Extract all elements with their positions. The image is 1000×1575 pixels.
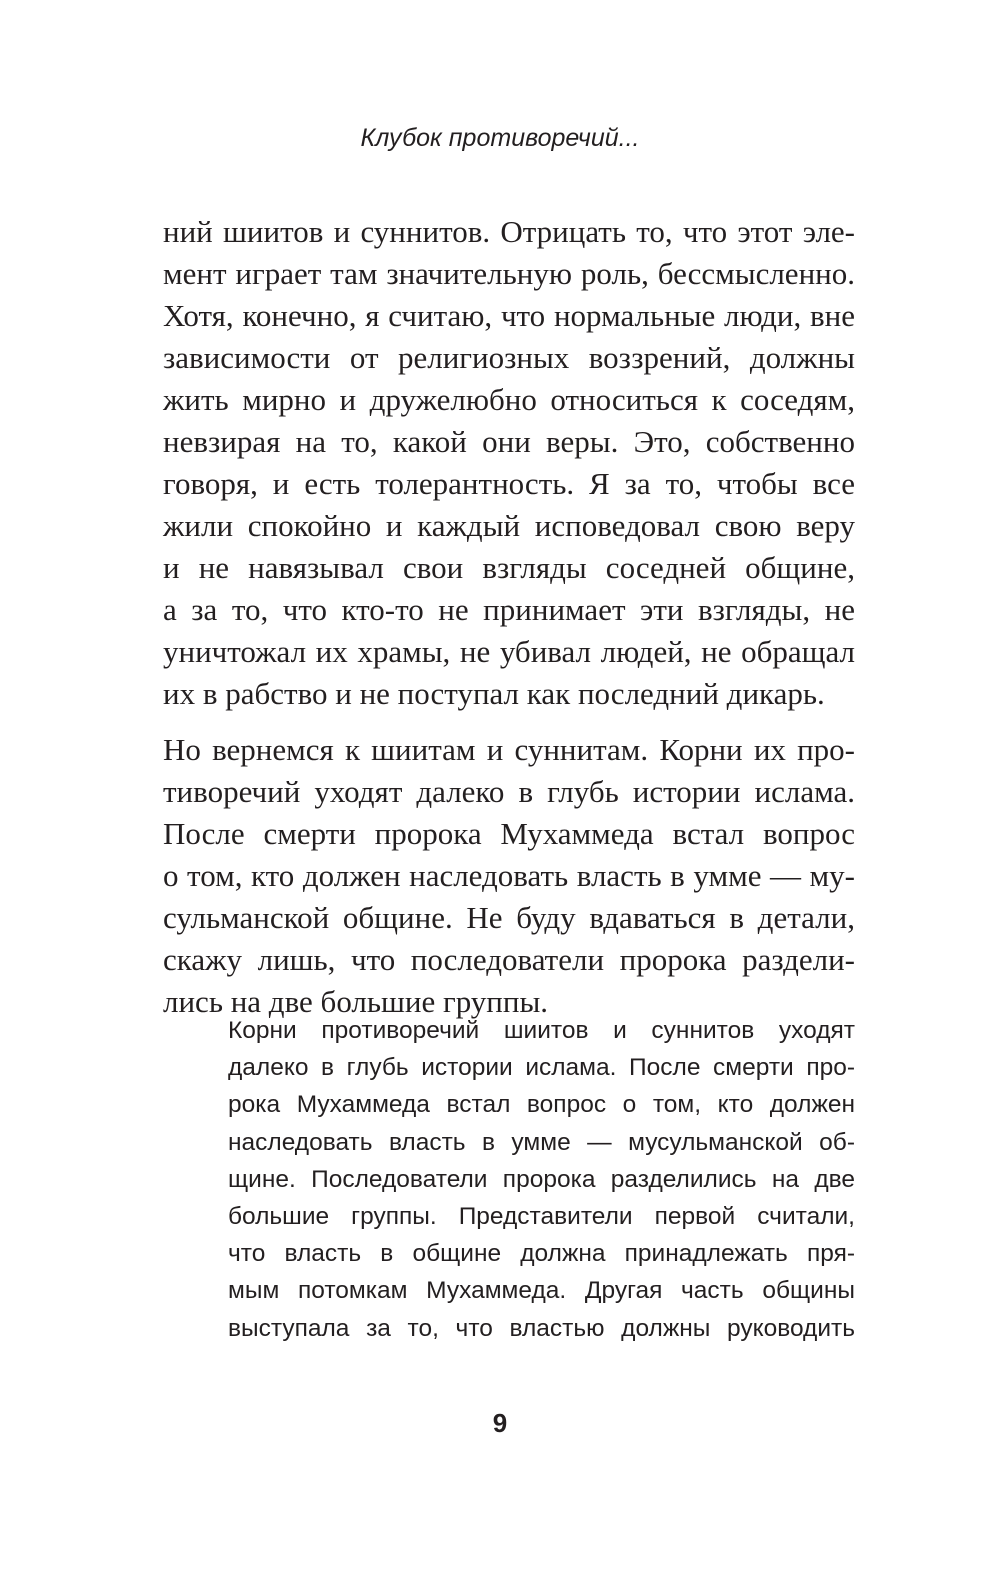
pull-quote-line: выступала за то, что властью должны руководить <box>228 1314 855 1342</box>
text-line: невзирая на то, какой они веры. Это, собственно <box>163 424 855 459</box>
pull-quote-line: наследовать власть в умме — мусульманской об- <box>228 1128 855 1156</box>
text-line: жили спокойно и каждый исповедовал свою веру <box>163 508 855 543</box>
text-line: а за то, что кто-то не принимает эти взгляды, не <box>163 592 855 627</box>
text-line: скажу лишь, что последователи пророка раздели- <box>163 942 855 977</box>
text-line: ний шиитов и суннитов. Отрицать то, что этот эле- <box>163 214 855 249</box>
pull-quote-line: большие группы. Представители первой считали, <box>228 1202 855 1230</box>
running-head: Клубок противоречий... <box>360 124 640 152</box>
pull-quote-line: что власть в общине должна принадлежать пря- <box>228 1240 855 1268</box>
text-line: их в рабство и не поступал как последний дикарь. <box>163 676 825 711</box>
text-line: лись на две большие группы. <box>163 984 549 1019</box>
text-line: После смерти пророка Мухаммеда встал вопрос <box>163 816 855 851</box>
pull-quote-line: щине. Последователи пророка разделились на две <box>228 1165 855 1193</box>
text-line: тиворечий уходят далеко в глубь истории ислама. <box>163 774 855 809</box>
page-number: 9 <box>492 1408 508 1438</box>
pull-quote <box>228 1012 855 1347</box>
pull-quote-line: мым потомкам Мухаммеда. Другая часть общины <box>228 1277 855 1305</box>
text-line: уничтожал их храмы, не убивал людей, не обращал <box>163 634 855 669</box>
text-line: зависимости от религиозных воззрений, должны <box>163 340 855 375</box>
text-line: Но вернемся к шиитам и суннитам. Корни их про- <box>163 732 855 767</box>
text-line: жить мирно и дружелюбно относиться к соседям, <box>163 382 855 417</box>
paragraph <box>163 211 855 715</box>
text-line: говоря, и есть толерантность. Я за то, чтобы все <box>163 466 855 501</box>
text-line: мент играет там значительную роль, бессмысленно. <box>163 256 855 291</box>
paragraph <box>163 729 855 1023</box>
text-line: сульманской общине. Не буду вдаваться в детали, <box>163 900 855 935</box>
pull-quote-line: далеко в глубь истории ислама. После смерти про- <box>228 1054 855 1082</box>
text-line: Хотя, конечно, я считаю, что нормальные люди, вне <box>163 298 855 333</box>
body-text <box>163 211 855 1023</box>
text-line: и не навязывал свои взгляды соседней общине, <box>163 550 855 585</box>
pull-quote-line: Корни противоречий шиитов и суннитов уходят <box>228 1017 855 1044</box>
pull-quote-line: рока Мухаммеда встал вопрос о том, кто должен <box>228 1091 855 1119</box>
text-line: о том, кто должен наследовать власть в умме — му- <box>163 858 855 893</box>
